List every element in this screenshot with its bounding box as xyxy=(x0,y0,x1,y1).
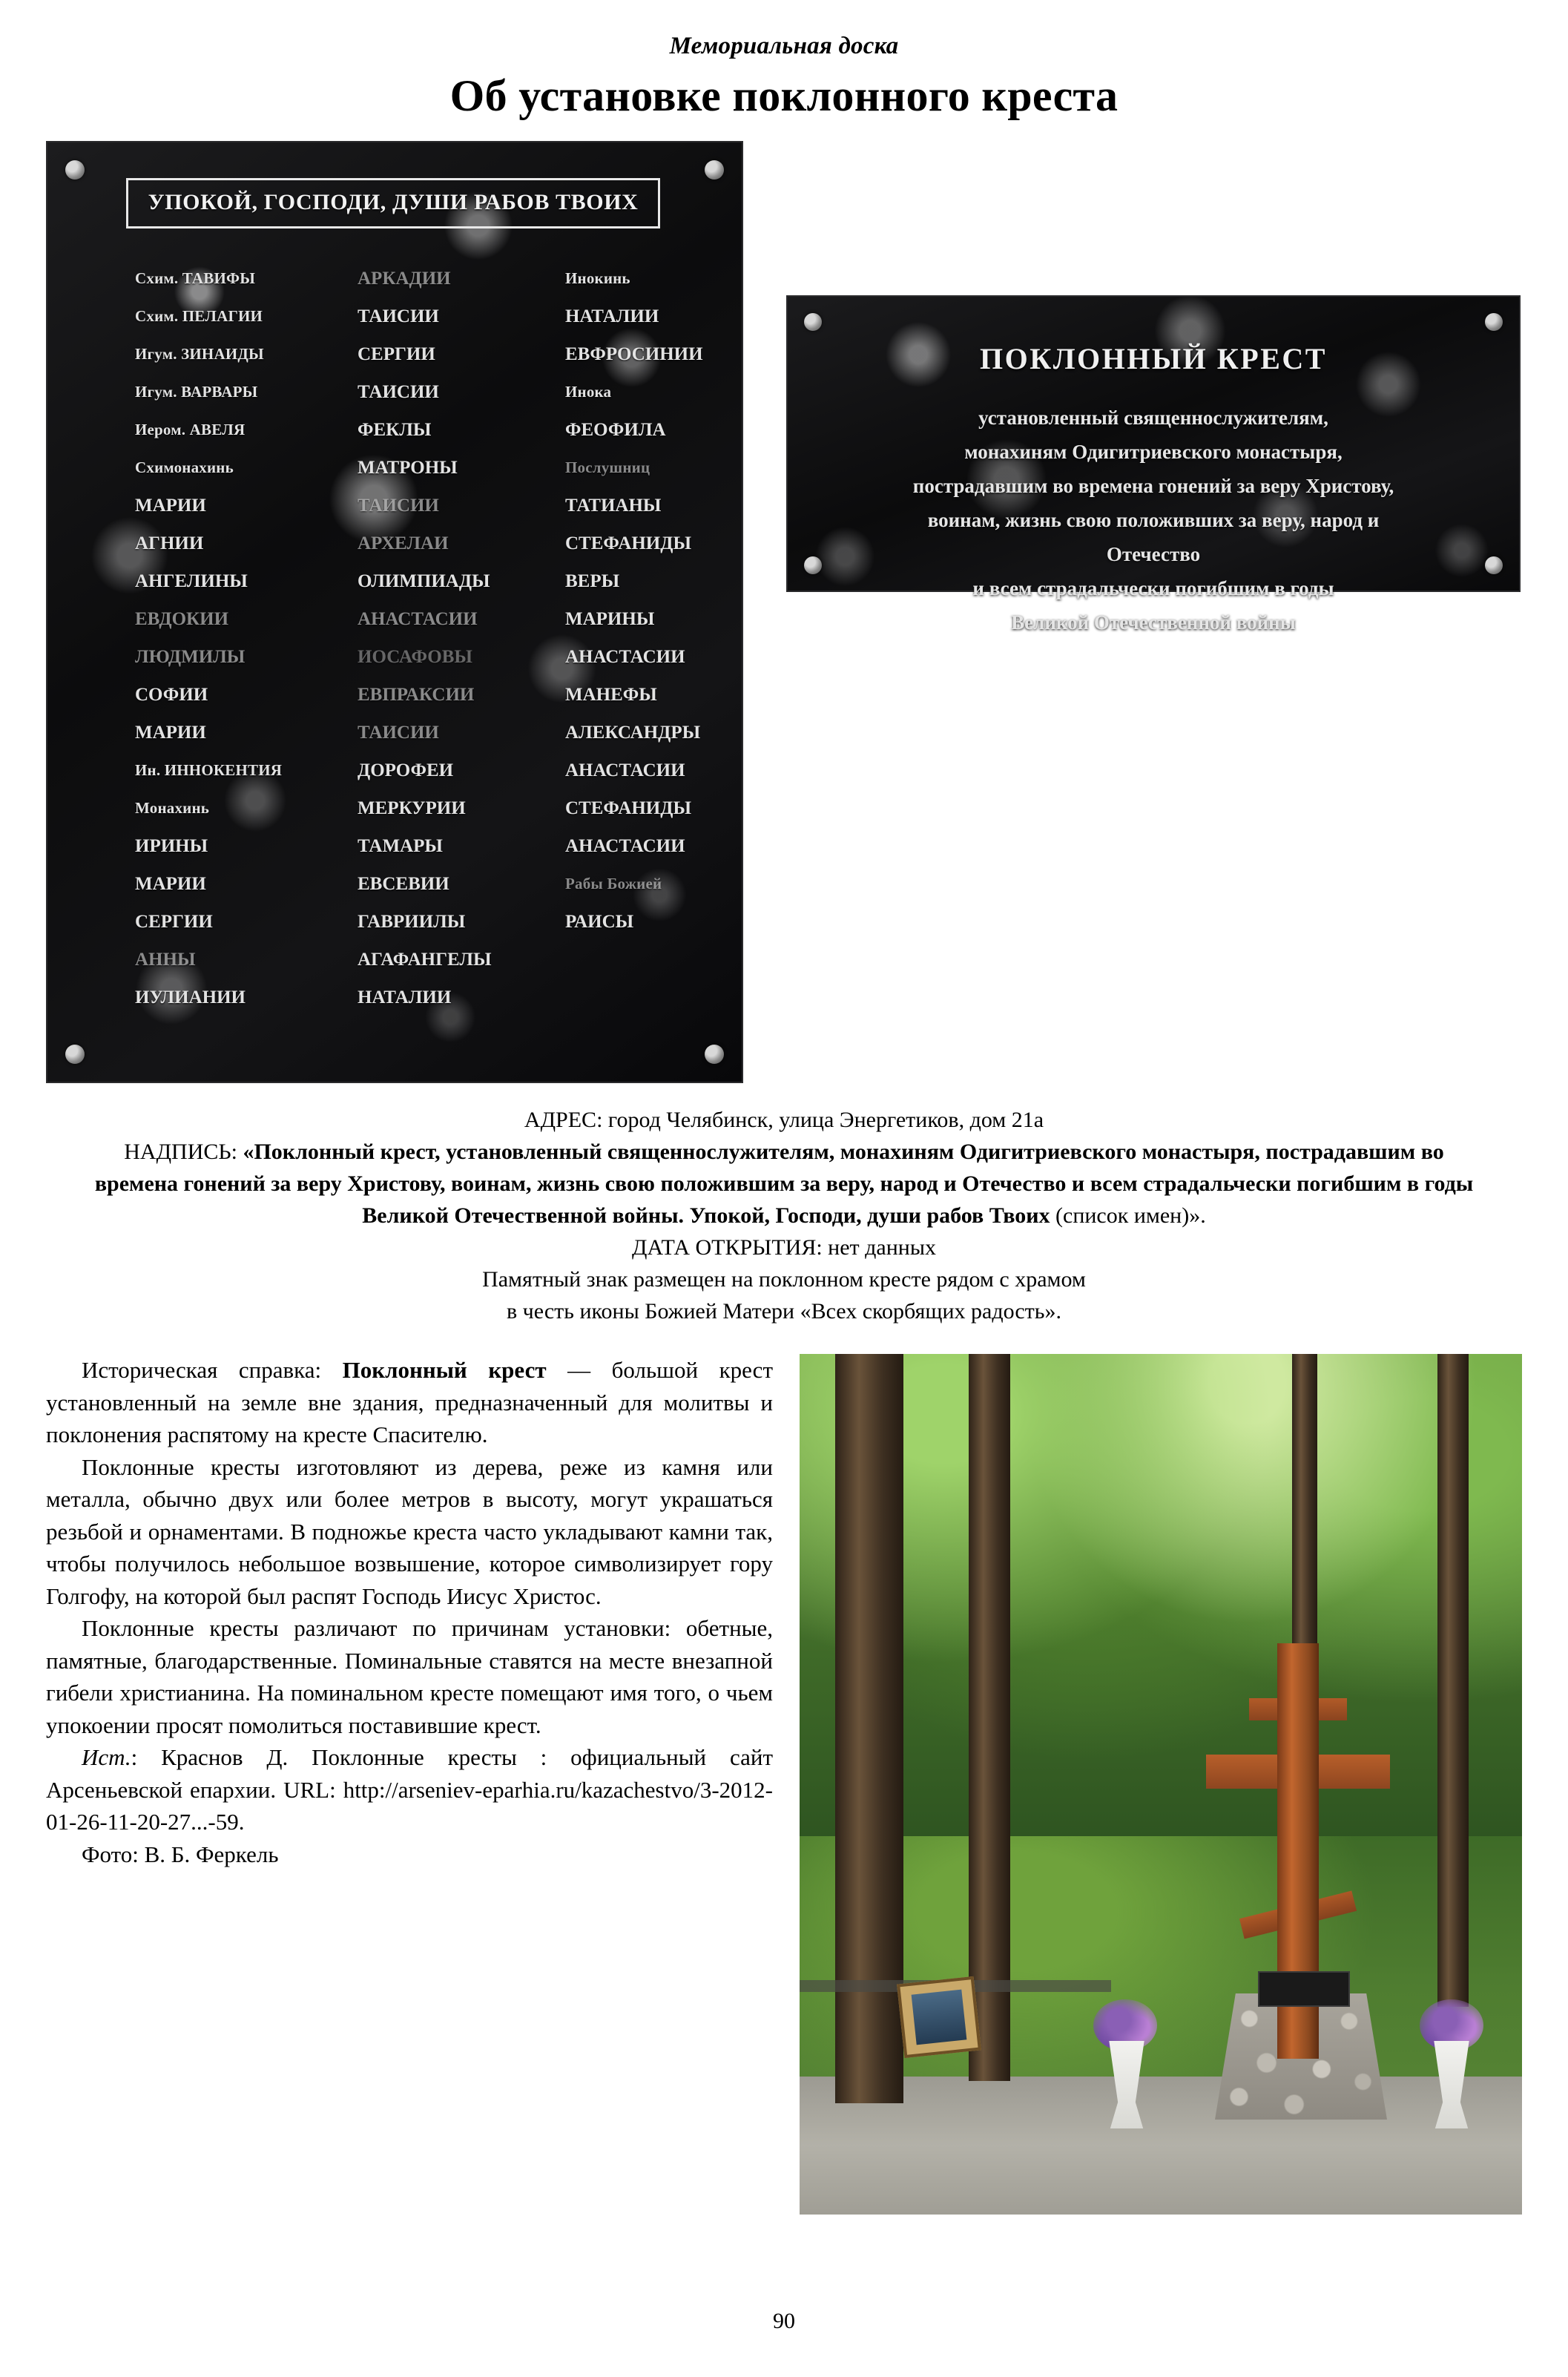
bolt-icon xyxy=(804,313,822,331)
name-entry: ЛЮДМИЛЫ xyxy=(135,647,246,667)
plaque-caption xyxy=(88,1104,1480,1327)
name-entry: Послушниц xyxy=(565,458,650,476)
name-entry: ЕВПРАКСИИ xyxy=(358,685,475,705)
name-entry: АНАСТАСИИ xyxy=(565,836,685,856)
name-entry: Игум. ЗИНАИДЫ xyxy=(135,345,264,363)
name-entry: ФЕКЛЫ xyxy=(358,420,432,440)
date-value: нет данных xyxy=(822,1235,936,1260)
cross-plaque-title: ПОКЛОННЫЙ КРЕСТ xyxy=(980,342,1327,375)
page-number: 90 xyxy=(773,2309,795,2333)
name-entry: ИРИНЫ xyxy=(135,836,208,856)
cross-photograph xyxy=(800,1354,1522,2215)
photo-tree-trunk xyxy=(1437,1354,1469,2007)
names-column-3 xyxy=(565,260,743,1016)
name-entry: СЕРГИИ xyxy=(358,344,435,364)
name-entry: АГАФАНГЕЛЫ xyxy=(358,950,492,970)
name-entry: МАРИИ xyxy=(135,496,206,516)
name-entry: НАТАЛИИ xyxy=(358,987,452,1007)
name-entry: Игум. ВАРВАРЫ xyxy=(135,383,258,401)
name-entry: СЕРГИИ xyxy=(135,912,213,932)
photo-credit: Фото: В. Б. Феркель xyxy=(82,1841,279,1867)
name-entry: Инока xyxy=(565,383,612,401)
photo-foliage xyxy=(800,1354,1522,1853)
photo-icon-stand xyxy=(897,1976,981,2058)
section-kicker: Мемориальная доска xyxy=(669,33,899,59)
inscription-value: «Поклонный крест, установленный священнослужителям, монахиням Одигитриевского монастыря, пострадавшим во времена гонений за веру Христову, воинам, жизнь свою положившим за веру, народ и Отечество и всем страдальчески погибшим в годы Великой Отечественной войны. Упокой, Господи, души рабов Твоих xyxy=(94,1140,1474,1228)
name-entry: Инокинь xyxy=(565,269,630,287)
source-label: Ист. xyxy=(82,1744,131,1770)
name-entry: АГНИИ xyxy=(135,533,204,553)
page-title: Об установке поклонного креста xyxy=(449,71,1119,120)
article-text-column xyxy=(46,1354,773,1870)
name-entry: АРХЕЛАИ xyxy=(358,533,449,553)
name-entry: ВЕРЫ xyxy=(565,571,620,591)
cross-plaque-line: монахиням Одигитриевского монастыря, xyxy=(964,441,1343,463)
article-paragraph-3: Поклонные кресты различают по причинам установки: обетные, памятные, благодарственные. Поминальные ставятся на месте внезапной гибели христианина. На поминальном кресте помещают имя того, о чьем упокоении просят помолиться поставившие крест. xyxy=(46,1615,773,1738)
name-entry: ТАИСИИ xyxy=(358,723,439,743)
cross-plaque-line: пострадавшим во времена гонений за веру Христову, xyxy=(912,475,1394,497)
inscription-tail: (список имен)». xyxy=(1050,1203,1206,1228)
name-entry: ТАИСИИ xyxy=(358,382,439,402)
name-entry: ИОСАФОВЫ xyxy=(358,647,472,667)
name-entry: Рабы Божией xyxy=(565,875,662,892)
names-column-2 xyxy=(358,260,565,1016)
name-entry: Схим. ПЕЛАГИИ xyxy=(135,307,263,325)
name-entry: ФЕОФИЛА xyxy=(565,420,666,440)
name-entry: МАНЕФЫ xyxy=(565,685,657,705)
names-plaque-header: УПОКОЙ, ГОСПОДИ, ДУШИ РАБОВ ТВОИХ xyxy=(126,178,660,229)
name-entry: Иером. АВЕЛЯ xyxy=(135,421,246,438)
source-text: : Краснов Д. Поклонные кресты : официальный сайт Арсеньевской епархии. URL: http://arseniev-eparhia.ru/kazachestvo/3-2012-01-26-11-20-27...-59. xyxy=(46,1744,773,1835)
name-entry: АНАСТАСИИ xyxy=(565,647,685,667)
name-entry: АНАСТАСИИ xyxy=(358,609,478,629)
address-label: АДРЕС: xyxy=(524,1108,603,1132)
name-entry: ЕВФРОСИНИИ xyxy=(565,344,703,364)
name-entry: МАРИИ xyxy=(135,874,206,894)
name-entry: ГАВРИИЛЫ xyxy=(358,912,466,932)
name-entry: СОФИИ xyxy=(135,685,208,705)
bolt-icon xyxy=(1485,313,1503,331)
name-entry: ТАМАРЫ xyxy=(358,836,443,856)
cross-plaque-line: и всем страдальчески погибшим в годы xyxy=(972,577,1334,599)
historical-note-text: — большой крест установленный на земле вне здания, предназначенный для молитвы и поклонения распятому на кресте Спасителю. xyxy=(46,1357,773,1447)
name-entry: РАИСЫ xyxy=(565,912,634,932)
inscription-label: НАДПИСЬ: xyxy=(124,1140,237,1164)
name-entry: Схимонахинь xyxy=(135,458,234,476)
name-entry: СТЕФАНИДЫ xyxy=(565,533,691,553)
name-entry: НАТАЛИИ xyxy=(565,306,659,326)
name-entry: МАТРОНЫ xyxy=(358,458,458,478)
article-paragraph-2: Поклонные кресты изготовляют из дерева, реже из камня или металла, обычно двух или более метров в высоту, могут украшаться резьбой и орнаментами. В подножье креста часто укладывают камни так, чтобы получилось небольшое возвышение, которое символизирует гору Голгофу, на которой был распят Господь Иисус Христос. xyxy=(46,1453,773,1609)
photo-base-plaque xyxy=(1258,1971,1350,2007)
name-entry: ТАТИАНЫ xyxy=(565,496,662,516)
address-value: город Челябинск, улица Энергетиков, дом 21а xyxy=(602,1108,1044,1132)
historical-note-term: Поклонный крест xyxy=(342,1357,547,1383)
photo-path xyxy=(800,2077,1522,2215)
name-entry: АЛЕКСАНДРЫ xyxy=(565,723,701,743)
names-column-1 xyxy=(135,260,358,1016)
memorial-plaque-names xyxy=(46,141,743,1083)
name-entry: ТАИСИИ xyxy=(358,306,439,326)
bolt-icon xyxy=(65,1045,85,1064)
cross-plaque-line: воинам, жизнь свою положивших за веру, народ и xyxy=(927,509,1380,531)
name-entry: СТЕФАНИДЫ xyxy=(565,798,691,818)
historical-note-label: Историческая справка: xyxy=(82,1357,343,1383)
note-line-2: в честь иконы Божией Матери «Всех скорбящих радость». xyxy=(507,1299,1061,1324)
name-entry: АННЫ xyxy=(135,950,196,970)
address-row xyxy=(88,1104,1480,1136)
bolt-icon xyxy=(65,160,85,180)
name-entry: ЕВСЕВИИ xyxy=(358,874,449,894)
plaque-photos xyxy=(0,141,1568,1091)
cross-plaque-line: установленный священнослужителям, xyxy=(978,407,1328,429)
name-entry: ИУЛИАНИИ xyxy=(135,987,246,1007)
name-entry: ТАИСИИ xyxy=(358,496,439,516)
name-entry: АРКАДИИ xyxy=(358,269,451,289)
bolt-icon xyxy=(705,160,724,180)
article-paragraph-1 xyxy=(46,1354,773,1451)
name-entry: Схим. ТАВИФЫ xyxy=(135,269,256,287)
bolt-icon xyxy=(705,1045,724,1064)
name-entry: ОЛИМПИАДЫ xyxy=(358,571,490,591)
cross-plaque-line: Великой Отечественной войны xyxy=(1011,611,1296,634)
name-entry: ЕВДОКИИ xyxy=(135,609,229,629)
name-entry: МЕРКУРИИ xyxy=(358,798,466,818)
cross-plaque-line: Отечество xyxy=(1106,543,1201,565)
name-entry: ДОРОФЕИ xyxy=(358,760,454,780)
name-entry: МАРИИ xyxy=(135,723,206,743)
memorial-plaque-cross xyxy=(786,295,1521,634)
name-entry: АНГЕЛИНЫ xyxy=(135,571,248,591)
name-entry: Монахинь xyxy=(135,799,210,817)
article-section xyxy=(0,1354,1568,2229)
date-label: ДАТА ОТКРЫТИЯ: xyxy=(632,1235,823,1260)
name-entry: Ин. ИННОКЕНТИЯ xyxy=(135,761,283,779)
article-source xyxy=(46,1741,773,1838)
note-line-1: Памятный знак размещен на поклонном кресте рядом с храмом xyxy=(482,1267,1086,1292)
photo-tree-trunk xyxy=(969,1354,1010,2081)
date-row xyxy=(88,1232,1480,1263)
name-entry: АНАСТАСИИ xyxy=(565,760,685,780)
names-columns xyxy=(135,260,728,1016)
cross-plaque-body xyxy=(808,401,1498,640)
name-entry: МАРИНЫ xyxy=(565,609,655,629)
